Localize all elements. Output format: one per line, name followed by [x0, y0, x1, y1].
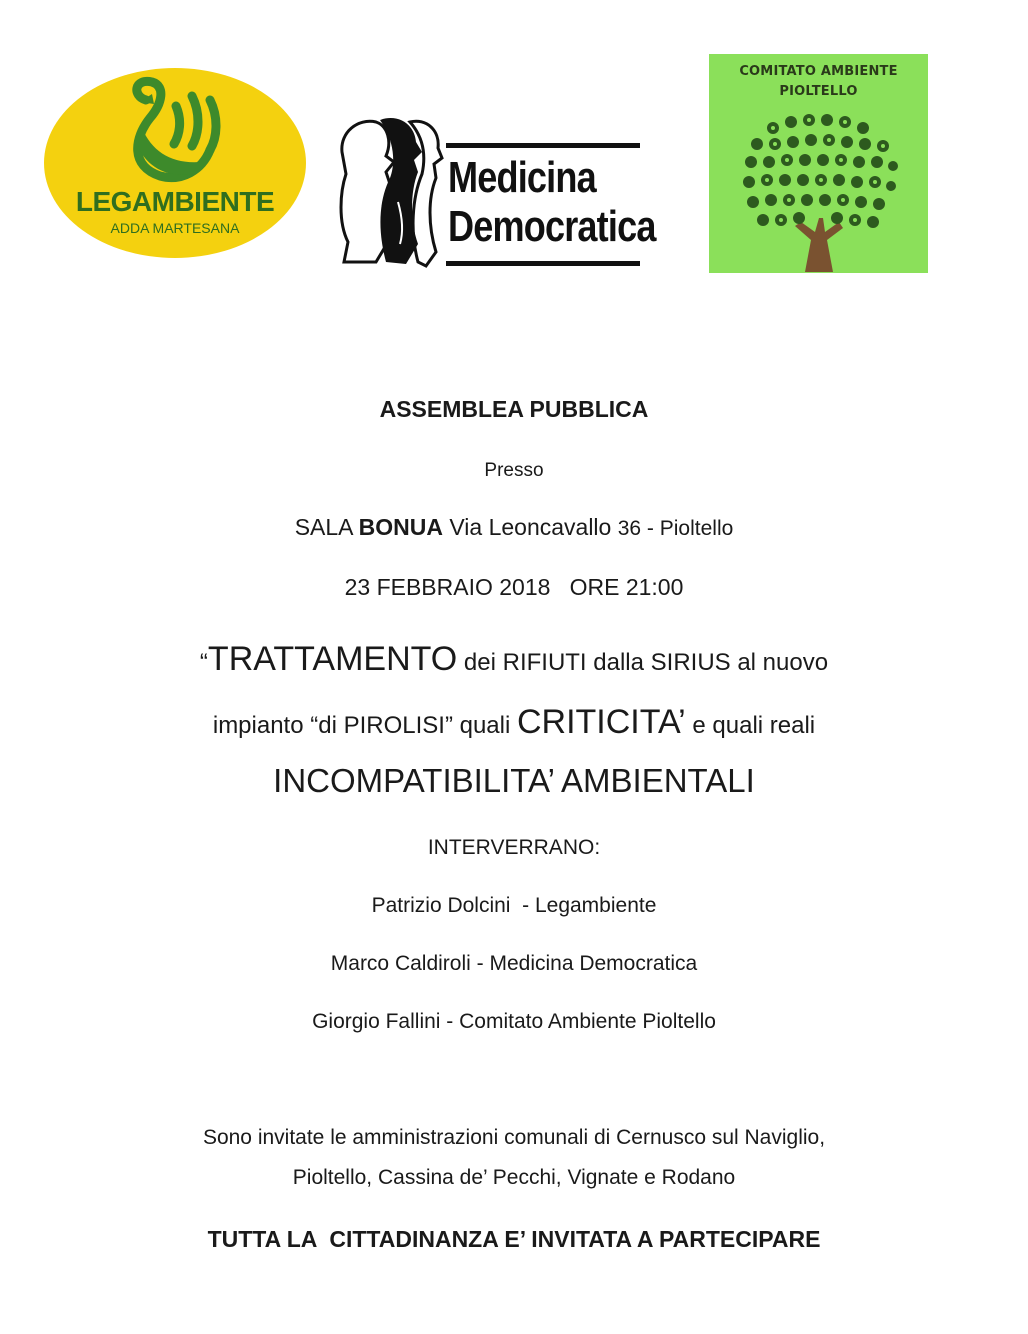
notice-datetime: 23 FEBBRAIO 2018 ORE 21:00 [344, 574, 684, 600]
legambiente-name: LEGAMBIENTE [75, 186, 275, 217]
invite-line1: Sono invitate le amministrazioni comunali di Cernusco sul Naviglio, [202, 1126, 826, 1149]
title-open-quote: “ [199, 649, 208, 676]
comitato-title-line2: PIOLTELLO [779, 84, 858, 99]
notice-presso: Presso [484, 460, 544, 481]
medicina-bottom-bar [446, 261, 640, 266]
speaker-item: Patrizio Dolcini - Legambiente [371, 894, 657, 917]
venue-name: BONUA [358, 514, 443, 540]
notice-title-line2 [0, 703, 1028, 742]
eco-tree-icon [733, 100, 903, 272]
comitato-ambiente-logo [709, 54, 928, 273]
title-line2-end: e quali reali [685, 712, 816, 739]
speaker-item: Marco Caldiroli - Medicina Democratica [330, 952, 698, 975]
legambiente-subtitle: ADDA MARTESANA [110, 220, 240, 236]
speakers-label: INTERVERRANO: [427, 836, 601, 859]
speaker-item: Giorgio Fallini - Comitato Ambiente Pioltello [312, 1010, 716, 1033]
comitato-title-line1: COMITATO AMBIENTE [739, 64, 898, 79]
medicina-democratica-logo [336, 112, 666, 272]
title-criticita: CRITICITA’ [516, 703, 686, 741]
title-line2-start: impianto “di PIROLISI” quali [212, 712, 517, 739]
title-trattamento: TRATTAMENTO [207, 640, 458, 678]
legambiente-logo [42, 66, 308, 260]
notice-venue [0, 514, 1028, 541]
notice-title-line3: INCOMPATIBILITA’ AMBIENTALI [273, 762, 755, 799]
venue-street: Via Leoncavallo [449, 514, 612, 540]
title-line1-rest: dei RIFIUTI dalla SIRIUS al nuovo [457, 649, 829, 676]
medicina-figures-icon [336, 112, 444, 272]
invite-line2: Pioltello, Cassina de’ Pecchi, Vignate e Rodano [292, 1166, 736, 1189]
medicina-line2: Democratica [448, 202, 656, 251]
venue-rest: 36 - Pioltello [617, 517, 734, 540]
venue-prefix: SALA [294, 514, 353, 540]
notice-title-line1 [0, 640, 1028, 679]
medicina-top-bar [446, 143, 640, 148]
medicina-line1: Medicina [448, 153, 596, 202]
notice-heading: ASSEMBLEA PUBBLICA [379, 396, 649, 422]
closing-line: TUTTA LA CITTADINANZA E’ INVITATA A PARTECIPARE [207, 1226, 821, 1252]
